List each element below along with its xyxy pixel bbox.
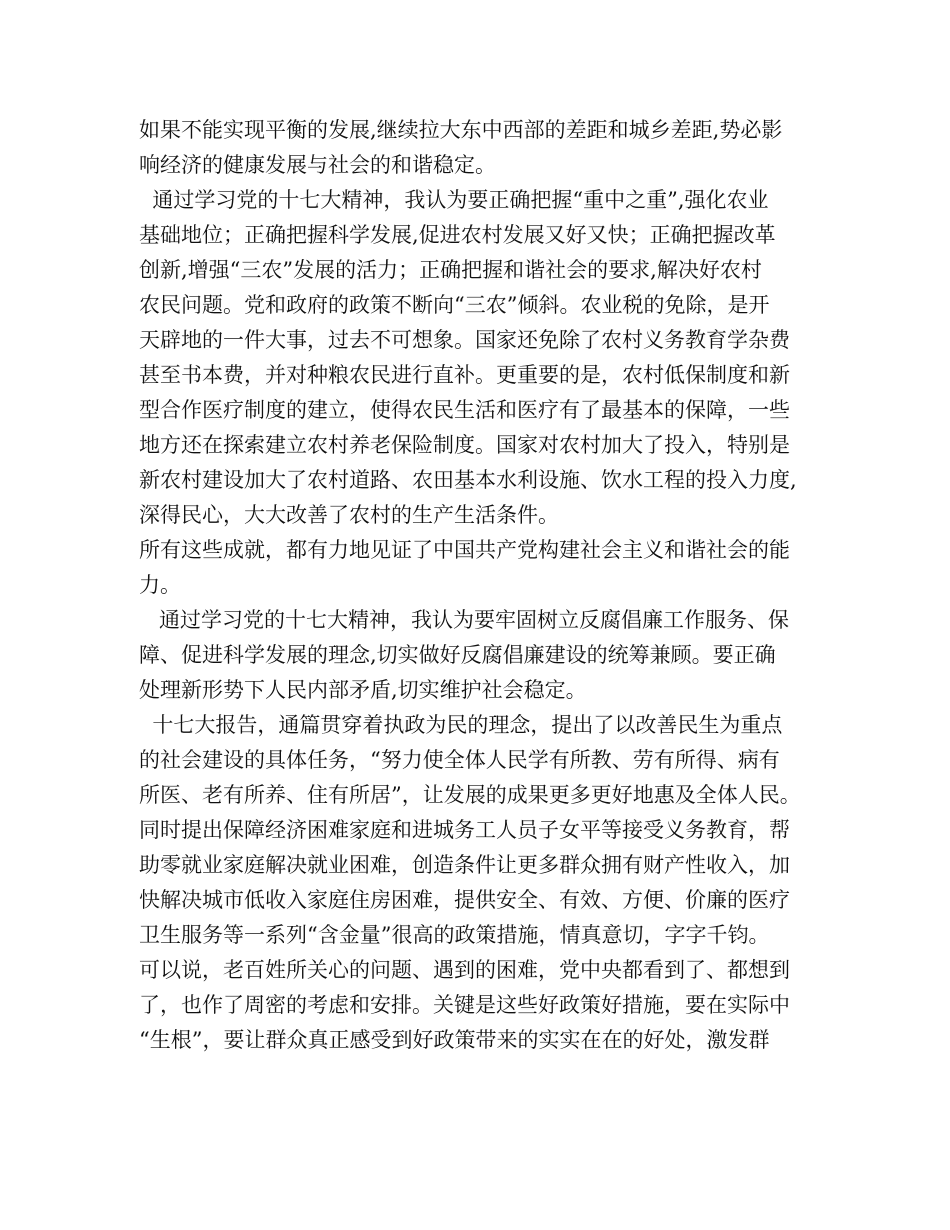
text-line: 障、促进科学发展的理念,切实做好反腐倡廉建设的统筹兼顾。要正确 <box>139 643 776 667</box>
text-line: 同时提出保障经济困难家庭和进城务工人员子女平等接受义务教育，帮 <box>139 818 790 842</box>
text-line: 通过学习党的十七大精神，我认为要正确把握“重中之重”,强化农业 <box>139 188 769 212</box>
text-line: 的社会建设的具体任务，“努力使全体人民学有所教、劳有所得、病有 <box>139 748 780 772</box>
text-line: 如果不能实现平衡的发展,继续拉大东中西部的差距和城乡差距,势必影 <box>139 118 783 142</box>
text-line: 甚至书本费，并对种粮农民进行直补。更重要的是，农村低保制度和新 <box>139 363 790 387</box>
text-line: 所医、老有所养、住有所居”，让发展的成果更多更好地惠及全体人民。 <box>139 783 801 807</box>
text-line: 型合作医疗制度的建立，使得农民生活和医疗有了最基本的保障，一些 <box>139 398 790 422</box>
text-line: 深得民心，大大改善了农村的生产生活条件。 <box>139 503 559 527</box>
text-line: 可以说，老百姓所关心的问题、遇到的困难，党中央都看到了、都想到 <box>139 958 790 982</box>
text-line: 处理新形势下人民内部矛盾,切实维护社会稳定。 <box>139 678 587 702</box>
text-line: 创新,增强“三农”发展的活力；正确把握和谐社会的要求,解决好农村 <box>139 258 762 282</box>
text-line: 力。 <box>139 573 181 597</box>
text-line: 通过学习党的十七大精神，我认为要牢固树立反腐倡廉工作服务、保 <box>139 608 790 632</box>
text-line: 新农村建设加大了农村道路、农田基本水利设施、饮水工程的投入力度, <box>139 468 797 492</box>
text-line: 响经济的健康发展与社会的和谐稳定。 <box>139 153 496 177</box>
text-line: 十七大报告，通篇贯穿着执政为民的理念，提出了以改善民生为重点 <box>139 713 783 737</box>
text-line: 天辟地的一件大事，过去不可想象。国家还免除了农村义务教育学杂费 <box>139 328 790 352</box>
text-line: 农民问题。党和政府的政策不断向“三农”倾斜。农业税的免除，是开 <box>139 293 770 317</box>
text-line: 所有这些成就，都有力地见证了中国共产党构建社会主义和谐社会的能 <box>139 538 790 562</box>
document-body <box>139 113 829 1058</box>
text-line: 基础地位；正确把握科学发展,促进农村发展又好又快；正确把握改革 <box>139 223 776 247</box>
text-line: 快解决城市低收入家庭住房困难，提供安全、有效、方便、价廉的医疗 <box>139 888 790 912</box>
text-line: 助零就业家庭解决就业困难，创造条件让更多群众拥有财产性收入，加 <box>139 853 790 877</box>
text-line: 了，也作了周密的考虑和安排。关键是这些好政策好措施，要在实际中 <box>139 993 790 1017</box>
text-line: 卫生服务等一系列“含金量”很高的政策措施，情真意切，字字千钧。 <box>139 923 770 947</box>
text-line: 地方还在探索建立农村养老保险制度。国家对农村加大了投入，特别是 <box>139 433 790 457</box>
text-line: “生根”，要让群众真正感受到好政策带来的实实在在的好处，激发群 <box>139 1028 770 1052</box>
